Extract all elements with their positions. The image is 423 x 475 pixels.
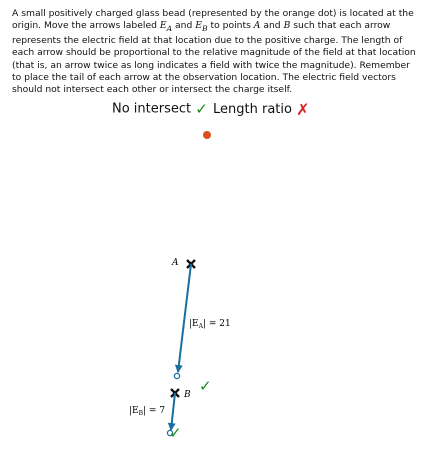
check-icon: ✓ xyxy=(169,424,182,442)
instructions-text: A small positively charged glass bead (represented by the orange dot) is located at the origin. Move the arrows labeled $E_A$ and $E_B$ to points A and B such that each arrow represents the electric field at that location due to the positive charge. The length of each arrow should be proportional to the relative magnitude of the field at that location (that is, an arrow twice as long indicates a field with twice the magnitude). Remember to place the tail of each arrow at the observation location. The electric field vectors should not intersect each other or intersect the charge itself. xyxy=(12,8,416,96)
length-ratio-label: Length ratio xyxy=(213,102,292,117)
check-icon: ✓ xyxy=(199,377,212,395)
point-a-label: A xyxy=(172,258,179,268)
point-b-label: B xyxy=(184,390,191,400)
charge-dot xyxy=(203,131,211,139)
arrow-eb-magnitude: $|E_B| = 7$ xyxy=(129,406,166,417)
no-intersect-label: No intersect xyxy=(112,101,192,117)
check-icon: ✓ xyxy=(195,100,208,118)
cross-icon: ✗ xyxy=(296,100,310,119)
arrow-ea-handle[interactable] xyxy=(174,373,179,378)
arrow-ea-magnitude: $|E_A| = 21$ xyxy=(189,319,231,330)
